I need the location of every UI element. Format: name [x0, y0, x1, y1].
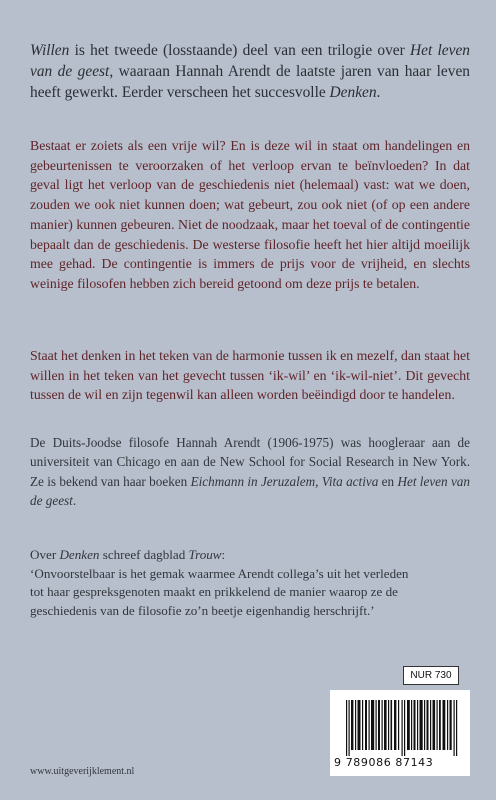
quote-line-2: tot haar gespreksgenoten maakt en prikkelend de manier waarop ze de: [30, 584, 398, 600]
quote-line-1: ‘Onvoorstelbaar is het gemak waarmee Arendt collega’s uit het verleden: [30, 565, 409, 581]
bio-text-3: .: [72, 493, 77, 509]
bio-book-title-geest: Het leven van de geest: [30, 473, 470, 509]
intro-text-1: is het tweede (losstaande) deel van een trilogie over: [69, 42, 411, 59]
book-title-leven-van-de-geest: Het leven van de geest: [30, 42, 470, 80]
isbn-barcode-panel: [330, 690, 470, 776]
press-quote: [30, 546, 470, 621]
intro-text-2: , waaraan Hannah Arendt de laatste jaren van haar leven heeft gewerkt. Eerder verscheen het succesvolle: [30, 63, 470, 101]
blurb-paragraph-thinking-willing: Staat het denken in het teken van de harmonie tussen ik en mezelf, dan staat het willen in het teken van het gevecht tussen ‘ik-wil’ en ‘ik-wil-niet’. Dit gevecht tussen de wil en zijn tegenwil kan alleen worden beëindigd door te handelen.: [30, 348, 470, 403]
quote-line-3: geschiedenis van de filosofie zo’n beetje eigenhandig herschrijft.’: [30, 603, 375, 619]
barcode-icon: [344, 700, 462, 756]
intro-paragraph: [30, 40, 470, 103]
bio-text-2: en: [378, 473, 398, 489]
isbn-digits: 9 789086 87143: [334, 756, 434, 769]
blurb-paragraph-free-will: Bestaat er zoiets als een vrije wil? En is deze wil in staat om handelingen en gebeurtenissen te veroorzaken of het verloop ervan te beïnvloeden? In dat geval ligt het verloop van de geschiedenis niet (helemaal) vast: wat we doen, zouden we ook niet kunnen doen; wat gebeurt, zou ook niet (of op een andere manier) kunnen gebeuren. Niet de noodzaak, maar het toeval of de contingentie bepaalt dan de geschiedenis. De westerse filosofie heeft het hier altijd moeilijk mee gehad. De contingentie is immers de prijs voor de vrijheid, en slechts weinige filosofen hebben zich bereid getoond om deze prijs te betalen.: [30, 138, 470, 291]
book-title-denken: Denken: [329, 84, 377, 101]
book-title-willen: Willen: [30, 42, 70, 59]
quote-attribution: Over Denken schreef dagblad Trouw:: [30, 547, 226, 562]
nur-label: NUR 730: [403, 666, 459, 685]
publisher-url: www.uitgeverijklement.nl: [30, 766, 135, 777]
author-bio: [30, 433, 470, 511]
bio-text-1: De Duits-Joodse filosofe Hannah Arendt (1906-1975) was hoogleraar aan de universiteit van Chicago en aan de New School for Social Research in New York. Ze is bekend van haar boeken: [30, 435, 470, 489]
intro-text-3: .: [376, 84, 381, 101]
bio-book-titles: Eichmann in Jeruzalem, Vita activa: [190, 473, 379, 489]
